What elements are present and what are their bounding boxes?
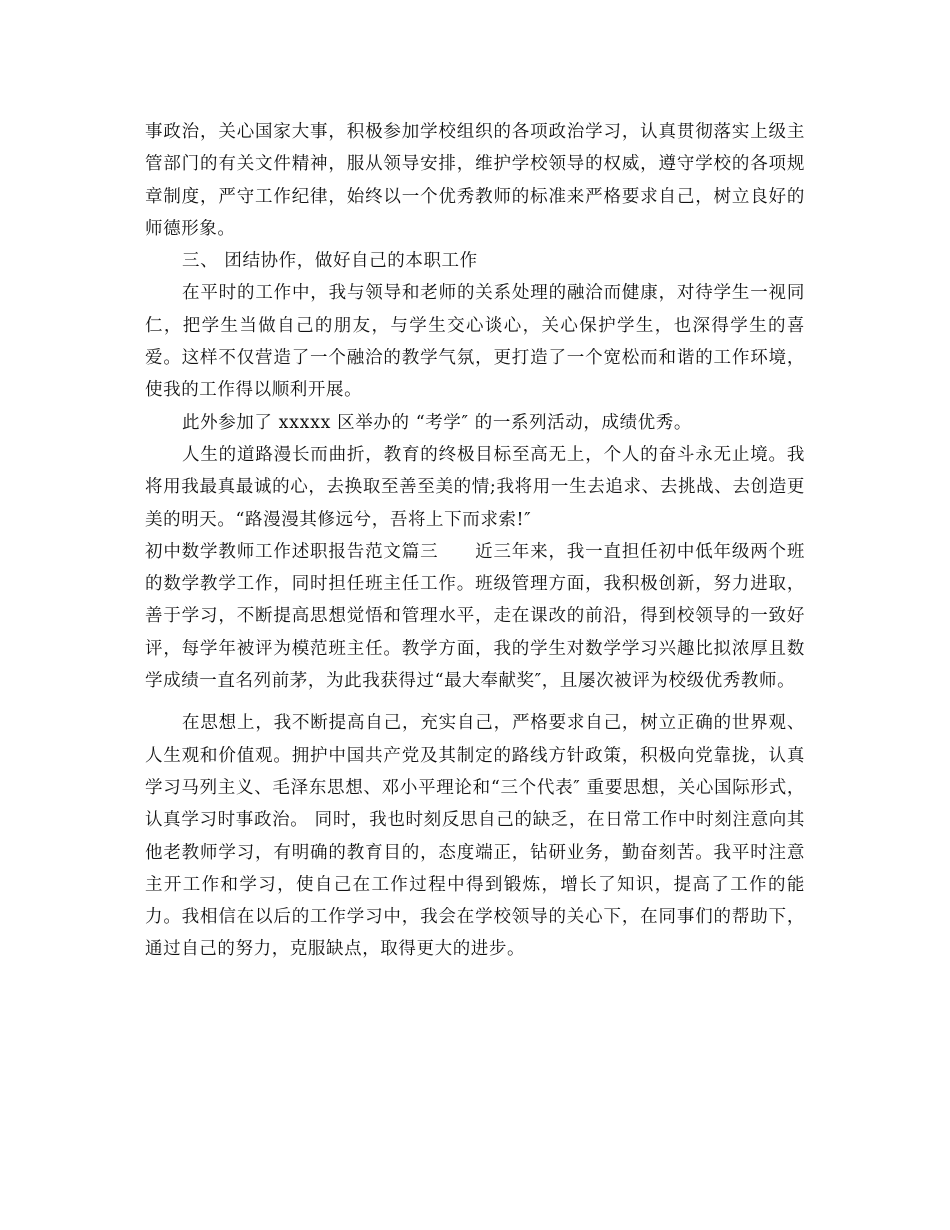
paragraph-report-three: 初中数学教师工作述职报告范文篇三 近三年来，我一直担任初中低年级两个班的数学教学工作，同时担任班主任工作。班级管理方面，我积极创新，努力进取，善于学习，不断提高思想觉悟和管理水平，走在课改的前沿，得到校领导的一致好评，每学年被评为模范班主任。教学方面，我的学生对数学学习兴趣比拟浓厚且数学成绩一直名列前茅，为此我获得过“最大奉献奖″，且屡次被评为校级优秀教师。 <box>145 541 805 692</box>
paragraph-relations: 在平时的工作中，我与领导和老师的关系处理的融洽而健康，对待学生一视同仁，把学生当做自己的朋友，与学生交心谈心，关心保护学生，也深得学生的喜爱。这样不仅营造了一个融洽的教学气氛，更打造了一个宽松而和谐的工作环境，使我的工作得以顺利开展。 <box>145 283 805 401</box>
paragraph-life-path: 人生的道路漫长而曲折，教育的终极目标至高无上，个人的奋斗永无止境。我将用我最真最诚的心，去换取至善至美的情;我将用一生去追求、去挑战、去创造更美的明天。“路漫漫其修远兮，吾将上下而求索!″ <box>145 444 805 530</box>
document-body <box>145 116 805 966</box>
section-heading-teamwork: 三、 团结协作，做好自己的本职工作 <box>182 251 478 272</box>
paragraph-thought: 在思想上，我不断提高自己，充实自己，严格要求自己，树立正确的世界观、人生观和价值观。拥护中国共产党及其制定的路线方针政策，积极向党靠拢，认真学习马列主义、毛泽东思想、邓小平理论和“三个代表″ 重要思想，关心国际形式，认真学习时事政治。 同时，我也时刻反思自己的缺乏，在日常工作中时刻注意向其他老教师学习，有明确的教育目的，态度端正，钻研业务，勤奋刻苦。我平时注意主开工作和学习，使自己在工作过程中得到锻炼，增长了知识，提高了工作的能力。我相信在以后的工作学习中，我会在学校领导的关心下，在同事们的帮助下，通过自己的努力，克服缺点，取得更大的进步。 <box>145 713 805 960</box>
paragraph-political-study: 事政治，关心国家大事，积极参加学校组织的各项政治学习，认真贯彻落实上级主管部门的有关文件精神，服从领导安排，维护学校领导的权威，遵守学校的各项规章制度，严守工作纪律，始终以一个优秀教师的标准来严格要求自己，树立良好的师德形象。 <box>145 122 805 239</box>
paragraph-activities: 此外参加了 xxxxx 区举办的 “考学″ 的一系列活动，成绩优秀。 <box>182 412 692 433</box>
